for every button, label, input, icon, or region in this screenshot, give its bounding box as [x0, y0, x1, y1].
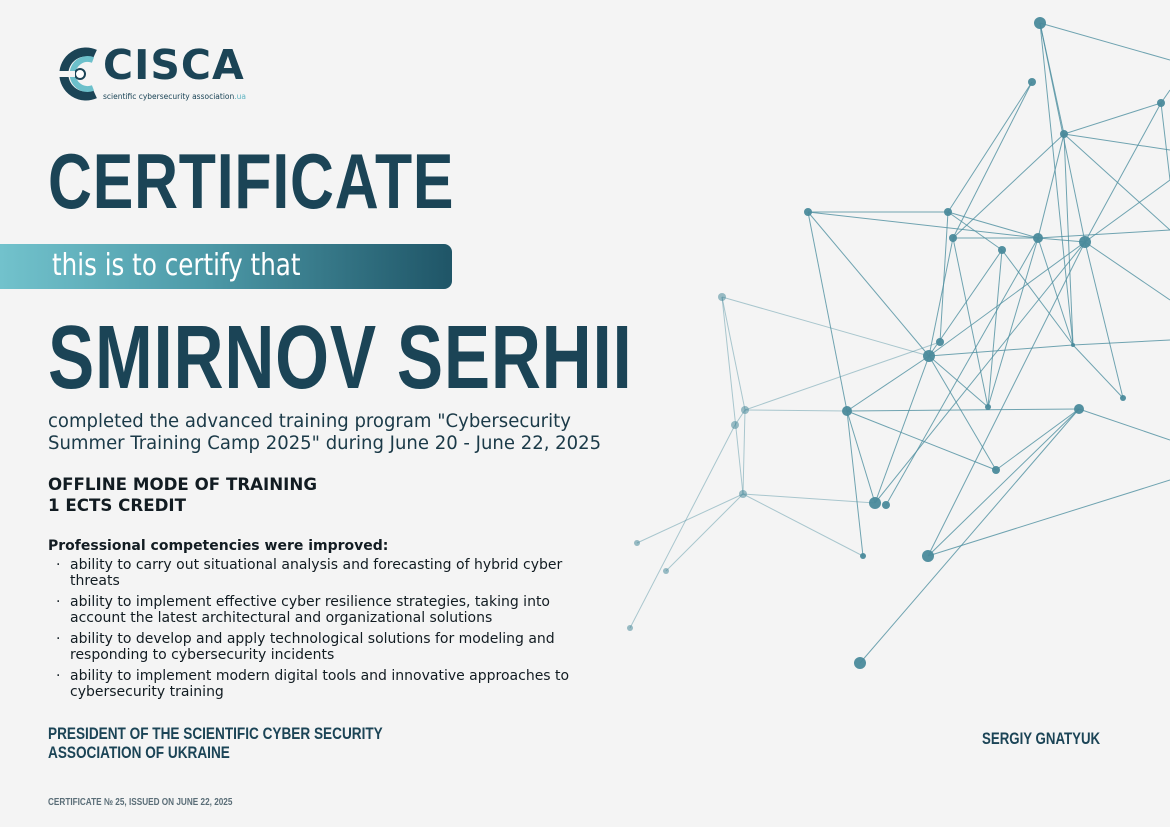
- network-node: [1033, 233, 1043, 243]
- network-link: [860, 409, 1079, 663]
- network-link: [953, 134, 1064, 238]
- network-node: [663, 568, 669, 574]
- network-node: [985, 404, 991, 410]
- network-link: [637, 494, 743, 543]
- network-link: [1040, 23, 1170, 60]
- bullet-icon: ·: [56, 594, 61, 610]
- network-link: [722, 297, 929, 356]
- network-link: [847, 411, 996, 470]
- network-link: [847, 409, 1079, 411]
- network-link: [722, 297, 743, 494]
- network-node: [1060, 130, 1068, 138]
- network-node: [869, 497, 881, 509]
- network-link: [745, 410, 847, 411]
- certificate-number: CERTIFICATE № 25, ISSUED ON JUNE 22, 2025: [48, 797, 233, 808]
- network-link: [1038, 238, 1085, 242]
- network-link: [1064, 134, 1073, 345]
- network-link: [953, 82, 1032, 238]
- recipient-name: SMIRNOV SERHII: [48, 308, 633, 408]
- list-item: [48, 594, 608, 626]
- list-item: [48, 668, 608, 700]
- network-node: [739, 490, 747, 498]
- network-link: [928, 409, 1079, 556]
- network-node: [998, 246, 1006, 254]
- network-link: [928, 480, 1170, 556]
- network-node: [882, 501, 890, 509]
- competency-line-2: threats: [70, 573, 120, 589]
- network-node: [860, 553, 866, 559]
- network-link: [847, 411, 863, 556]
- network-link: [1073, 340, 1170, 345]
- network-node: [1157, 99, 1165, 107]
- logo-subtitle: [103, 92, 246, 101]
- competency-line-2: cybersecurity training: [70, 684, 224, 700]
- network-link: [1040, 23, 1073, 345]
- competencies-list: [48, 557, 608, 705]
- competency-line-1: ability to carry out situational analysis and forecasting of hybrid cyber: [70, 557, 563, 573]
- network-link: [722, 297, 745, 410]
- list-item: [48, 557, 608, 589]
- cisca-logo: [57, 41, 246, 104]
- network-node: [854, 657, 866, 669]
- network-link: [875, 356, 929, 503]
- network-node: [944, 208, 952, 216]
- network-node: [627, 625, 633, 631]
- signer-name: SERGIY GNATYUK: [982, 729, 1101, 748]
- mode-text: OFFLINE MODE OF TRAINING: [48, 475, 318, 495]
- network-node: [936, 338, 944, 346]
- logo-subtitle-text: scientific cybersecurity association: [103, 92, 235, 101]
- bullet-icon: ·: [56, 557, 61, 573]
- position-line-2: ASSOCIATION OF UKRAINE: [48, 743, 230, 762]
- certify-line: this is to certify that: [52, 248, 301, 283]
- network-link: [630, 425, 735, 628]
- logo-wordmark: CISCA: [103, 41, 245, 89]
- program-description: [48, 410, 628, 454]
- network-link: [948, 212, 1038, 238]
- network-node: [842, 406, 852, 416]
- network-link: [743, 494, 863, 556]
- network-node: [949, 234, 957, 242]
- network-link: [1079, 409, 1170, 440]
- network-link: [1002, 250, 1073, 345]
- network-link: [743, 410, 745, 494]
- logo-emblem-icon: [57, 44, 103, 104]
- competency-line-2: account the latest architectural and organizational solutions: [70, 610, 493, 626]
- network-link: [1038, 230, 1170, 238]
- network-link: [886, 238, 1038, 505]
- network-link: [1161, 103, 1170, 180]
- network-link: [996, 409, 1079, 470]
- competency-line-1: ability to develop and apply technological solutions for modeling and: [70, 631, 555, 647]
- network-node: [1074, 404, 1084, 414]
- certificate-title: CERTIFICATE: [48, 137, 455, 225]
- network-link: [1073, 345, 1123, 398]
- network-link: [745, 342, 940, 410]
- network-link: [1064, 134, 1170, 150]
- network-link: [940, 212, 948, 342]
- network-node: [741, 406, 749, 414]
- network-node: [731, 421, 739, 429]
- credits-text: 1 ECTS CREDIT: [48, 496, 186, 516]
- network-link: [666, 494, 743, 571]
- network-node: [1034, 17, 1046, 29]
- competency-line-1: ability to implement effective cyber resilience strategies, taking into: [70, 594, 550, 610]
- program-line-1: completed the advanced training program "Cybersecurity: [48, 410, 571, 432]
- network-node: [718, 293, 726, 301]
- network-node: [1028, 78, 1036, 86]
- signer-position: [48, 724, 383, 762]
- network-link: [743, 494, 875, 503]
- bullet-icon: ·: [56, 631, 61, 647]
- network-link: [808, 212, 1038, 238]
- program-line-2: Summer Training Camp 2025" during June 20 - June 22, 2025: [48, 432, 602, 454]
- network-node: [923, 350, 935, 362]
- logo-subtitle-suffix: .ua: [234, 92, 246, 101]
- network-link: [847, 356, 929, 411]
- competencies-heading: Professional competencies were improved:: [48, 538, 389, 554]
- network-node: [1079, 236, 1091, 248]
- network-link: [808, 212, 929, 356]
- list-item: [48, 631, 608, 663]
- competency-line-2: responding to cybersecurity incidents: [70, 647, 335, 663]
- network-link: [1085, 242, 1123, 398]
- network-node: [634, 540, 640, 546]
- network-link: [948, 82, 1032, 212]
- network-link: [929, 356, 996, 470]
- network-node: [922, 550, 934, 562]
- certify-band: [0, 244, 452, 289]
- network-node: [992, 466, 1000, 474]
- network-link: [928, 242, 1085, 556]
- training-mode: [48, 475, 317, 517]
- competency-line-1: ability to implement modern digital tools and innovative approaches to: [70, 668, 570, 684]
- network-node: [1120, 395, 1126, 401]
- network-link: [1085, 242, 1170, 300]
- bullet-icon: ·: [56, 668, 61, 684]
- position-line-1: PRESIDENT OF THE SCIENTIFIC CYBER SECURITY: [48, 724, 383, 743]
- network-link: [847, 411, 875, 503]
- network-node: [1071, 343, 1075, 347]
- network-node: [804, 208, 812, 216]
